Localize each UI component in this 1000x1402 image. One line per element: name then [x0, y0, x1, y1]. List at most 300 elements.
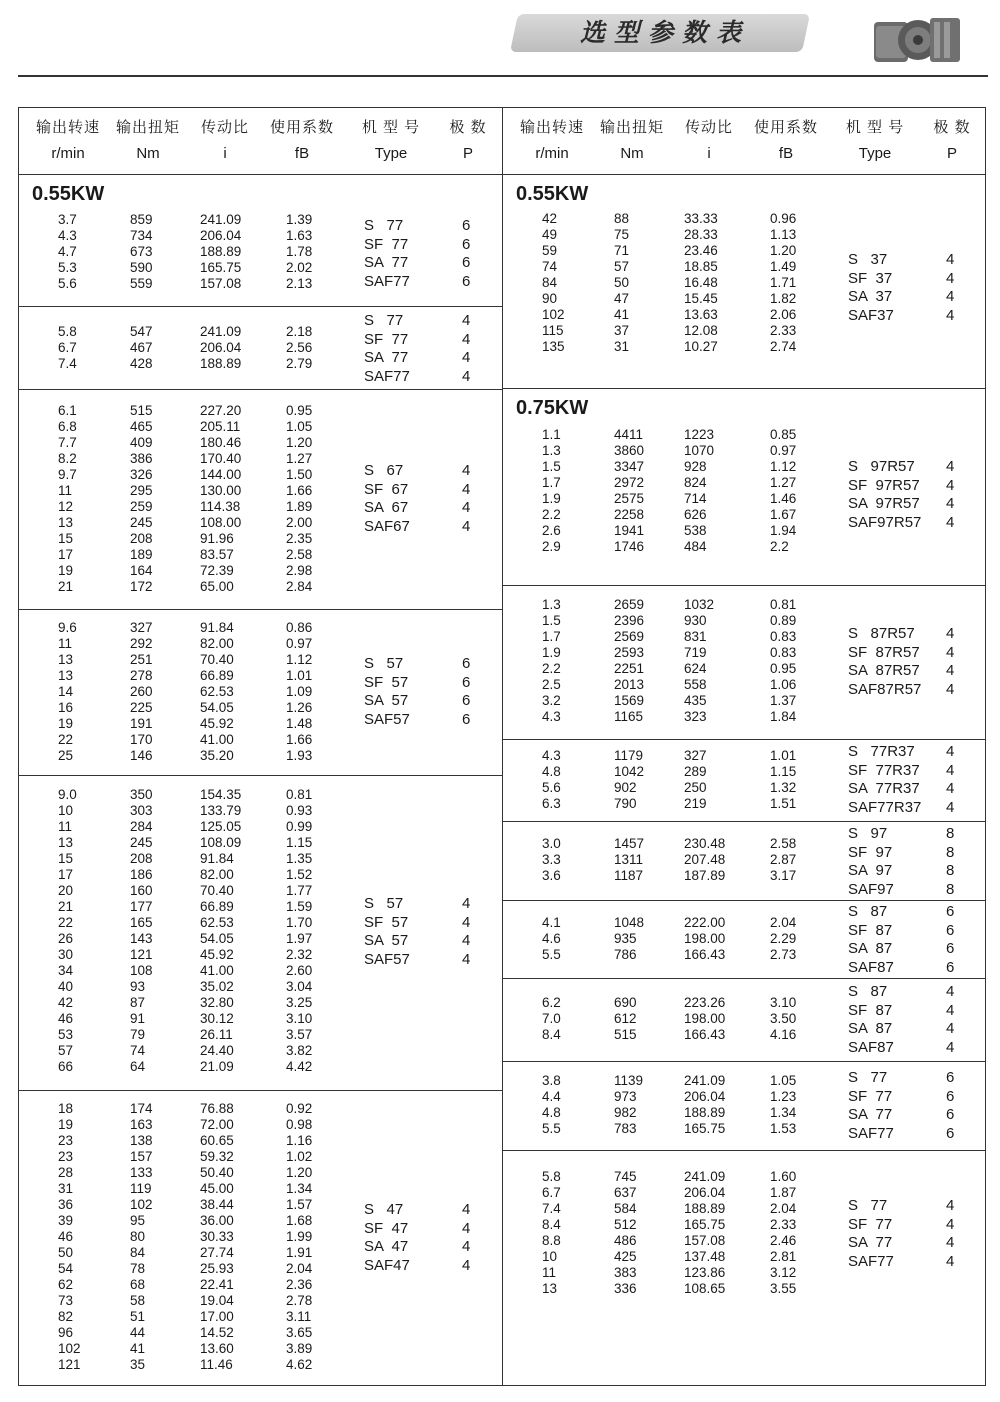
col-ratio-header: 传动比 i: [200, 119, 249, 162]
factor-cell: 1.89: [286, 499, 313, 514]
poles-cell: 4: [946, 798, 955, 816]
speed-cell: 42: [58, 995, 74, 1010]
table-row: [18, 1117, 348, 1133]
speed-cell: 21: [58, 579, 74, 594]
torque-cell: 734: [130, 228, 153, 243]
speed-cell: 34: [58, 963, 74, 978]
torque-cell: 163: [130, 1117, 153, 1132]
poles-cell: 6: [946, 1069, 955, 1086]
factor-cell: 2.84: [286, 579, 313, 594]
speed-cell: 19: [58, 716, 74, 731]
col-speed-header: 输出转速 r/min: [35, 119, 100, 162]
speed-cell: 3.2: [542, 693, 561, 708]
factor-cell: 3.10: [770, 995, 797, 1010]
type-row: [18, 895, 498, 914]
torque-cell: 44: [130, 1325, 146, 1340]
col-speed-header: 输出转速 r/min: [519, 119, 584, 162]
ratio-cell: 54.05: [200, 700, 234, 715]
ratio-cell: 187.89: [684, 868, 726, 883]
ratio-cell: 14.52: [200, 1325, 234, 1340]
speed-cell: 8.2: [58, 451, 77, 466]
torque-cell: 278: [130, 668, 153, 683]
table-row: [18, 732, 348, 748]
factor-cell: 1.39: [286, 212, 313, 227]
torque-cell: 1457: [614, 836, 645, 851]
torque-cell: 41: [130, 1341, 146, 1356]
type-row: [18, 692, 498, 711]
poles-cell: 4: [946, 288, 955, 305]
ratio-cell: 54.05: [200, 931, 234, 946]
type-row: [502, 458, 982, 477]
factor-cell: 2.33: [770, 1217, 797, 1232]
type-block: [502, 983, 982, 1057]
speed-cell: 53: [58, 1027, 74, 1042]
torque-cell: 170: [130, 732, 153, 747]
factor-cell: 1.87: [770, 1185, 797, 1200]
speed-cell: 13: [58, 668, 74, 683]
speed-cell: 42: [542, 211, 558, 226]
type-row: [502, 625, 982, 644]
type-cell: SF 57: [364, 913, 409, 931]
ratio-cell: 17.00: [200, 1309, 234, 1324]
poles-cell: 6: [462, 217, 471, 234]
torque-cell: 584: [614, 1201, 637, 1216]
speed-cell: 4.3: [58, 228, 77, 243]
torque-cell: 425: [614, 1249, 637, 1264]
speed-cell: 9.0: [58, 787, 77, 802]
factor-cell: 1.32: [770, 780, 797, 795]
type-cell: SA 47: [364, 1238, 409, 1255]
speed-cell: 1.9: [542, 491, 561, 506]
factor-cell: 2.60: [286, 963, 313, 978]
torque-cell: 58: [130, 1293, 146, 1308]
factor-cell: 3.57: [286, 1027, 313, 1042]
ratio-cell: 19.04: [200, 1293, 234, 1308]
speed-cell: 6.2: [542, 995, 561, 1010]
ratio-cell: 188.89: [200, 244, 242, 259]
group-divider: [18, 1090, 502, 1091]
ratio-cell: 205.11: [200, 419, 241, 434]
table-row: [502, 539, 832, 555]
speed-cell: 19: [58, 563, 74, 578]
factor-cell: 2.00: [286, 515, 313, 530]
poles-cell: 6: [462, 673, 471, 691]
torque-cell: 383: [614, 1265, 637, 1280]
factor-cell: 0.85: [770, 427, 797, 442]
ratio-cell: 1032: [684, 597, 715, 612]
torque-cell: 50: [614, 275, 630, 290]
ratio-cell: 21.09: [200, 1059, 234, 1074]
table-row: [18, 1341, 348, 1357]
type-row: [502, 662, 982, 681]
speed-cell: 26: [58, 931, 74, 946]
factor-cell: 1.35: [286, 851, 313, 866]
ratio-cell: 82.00: [200, 636, 234, 651]
table-row: [18, 1293, 348, 1309]
speed-cell: 74: [542, 259, 558, 274]
speed-cell: 4.3: [542, 709, 561, 724]
speed-cell: 10: [542, 1249, 558, 1264]
ratio-cell: 36.00: [200, 1213, 234, 1228]
table-row: [18, 419, 348, 435]
torque-cell: 590: [130, 260, 153, 275]
poles-cell: 4: [462, 932, 471, 949]
factor-cell: 3.65: [286, 1325, 313, 1340]
torque-cell: 790: [614, 796, 637, 811]
type-row: [502, 780, 982, 799]
speed-cell: 4.8: [542, 1105, 561, 1120]
factor-cell: 3.50: [770, 1011, 797, 1026]
type-cell: S 77R37: [848, 743, 915, 760]
speed-cell: 4.7: [58, 244, 77, 259]
poles-cell: 8: [946, 843, 955, 861]
factor-cell: 3.89: [286, 1341, 313, 1356]
torque-cell: 1569: [614, 693, 645, 708]
type-cell: SF 57: [364, 673, 409, 691]
speed-cell: 17: [58, 867, 74, 882]
factor-cell: 1.26: [286, 700, 313, 715]
factor-cell: 1.57: [286, 1197, 313, 1212]
table-row: [18, 547, 348, 563]
speed-cell: 15: [58, 531, 74, 546]
type-row: [502, 762, 982, 781]
type-row: [502, 844, 982, 863]
group-divider: [502, 900, 986, 901]
poles-cell: 6: [946, 921, 955, 939]
poles-cell: 4: [462, 462, 471, 479]
ratio-cell: 241.09: [200, 324, 242, 339]
factor-cell: 2.36: [286, 1277, 313, 1292]
torque-cell: 902: [614, 780, 637, 795]
speed-cell: 25: [58, 748, 74, 763]
factor-cell: 1.82: [770, 291, 797, 306]
ratio-cell: 83.57: [200, 547, 234, 562]
ratio-cell: 165.75: [200, 260, 242, 275]
table-row: [18, 835, 348, 851]
ratio-cell: 824: [684, 475, 707, 490]
type-row: [502, 1039, 982, 1058]
type-row: [502, 514, 982, 533]
torque-cell: 295: [130, 483, 153, 498]
poles-cell: 6: [946, 903, 955, 920]
speed-cell: 57: [58, 1043, 74, 1058]
speed-cell: 59: [542, 243, 558, 258]
torque-cell: 146: [130, 748, 153, 763]
speed-cell: 5.5: [542, 1121, 561, 1136]
table-row: [18, 851, 348, 867]
ratio-cell: 13.63: [684, 307, 718, 322]
factor-cell: 1.34: [770, 1105, 797, 1120]
type-cell: SAF87: [848, 958, 894, 976]
type-cell: SF 37: [848, 269, 893, 287]
factor-cell: 1.20: [286, 1165, 313, 1180]
ratio-cell: 1070: [684, 443, 715, 458]
factor-cell: 1.94: [770, 523, 797, 538]
table-row: [502, 339, 832, 355]
speed-cell: 3.7: [58, 212, 77, 227]
table-row: [18, 563, 348, 579]
type-row: [18, 1257, 498, 1276]
torque-cell: 512: [614, 1217, 637, 1232]
poles-cell: 6: [946, 1106, 955, 1123]
speed-cell: 5.5: [542, 947, 561, 962]
torque-cell: 2251: [614, 661, 645, 676]
page-title: 选型参数表: [579, 19, 750, 47]
speed-cell: 9.7: [58, 467, 77, 482]
speed-cell: 8.4: [542, 1217, 561, 1232]
poles-cell: 4: [946, 761, 955, 779]
speed-cell: 2.5: [542, 677, 561, 692]
type-row: [502, 1069, 982, 1088]
table-row: [18, 1133, 348, 1149]
type-cell: SAF97: [848, 880, 894, 898]
poles-cell: 4: [946, 1252, 955, 1270]
ratio-cell: 24.40: [200, 1043, 234, 1058]
type-row: [502, 307, 982, 326]
ratio-cell: 626: [684, 507, 707, 522]
table-row: [18, 435, 348, 451]
type-cell: S 37: [848, 251, 888, 268]
torque-cell: 119: [130, 1181, 152, 1196]
type-block: [18, 655, 498, 729]
speed-cell: 18: [58, 1101, 74, 1116]
ratio-cell: 133.79: [200, 803, 242, 818]
table-row: [18, 748, 348, 764]
speed-cell: 20: [58, 883, 74, 898]
torque-cell: 47: [614, 291, 630, 306]
type-row: [502, 1106, 982, 1125]
ratio-cell: 41.00: [200, 732, 234, 747]
factor-cell: 1.20: [770, 243, 797, 258]
torque-cell: 57: [614, 259, 630, 274]
factor-cell: 3.10: [286, 1011, 313, 1026]
type-row: [502, 881, 982, 900]
type-row: [18, 349, 498, 368]
speed-cell: 4.4: [542, 1089, 561, 1104]
torque-cell: 74: [130, 1043, 146, 1058]
torque-cell: 37: [614, 323, 630, 338]
factor-cell: 1.84: [770, 709, 797, 724]
table-row: [18, 1325, 348, 1341]
group-divider: [18, 775, 502, 776]
factor-cell: 1.09: [286, 684, 313, 699]
type-row: [18, 312, 498, 331]
ratio-cell: 28.33: [684, 227, 718, 242]
ratio-cell: 157.08: [684, 1233, 726, 1248]
torque-cell: 1746: [614, 539, 645, 554]
speed-cell: 30: [58, 947, 74, 962]
ratio-cell: 18.85: [684, 259, 718, 274]
group-divider: [502, 821, 986, 822]
ratio-cell: 327: [684, 748, 707, 763]
ratio-cell: 72.39: [200, 563, 234, 578]
factor-cell: 1.53: [770, 1121, 797, 1136]
factor-cell: 2.87: [770, 852, 797, 867]
factor-cell: 0.95: [286, 403, 313, 418]
speed-cell: 6.7: [542, 1185, 561, 1200]
table-row: [18, 1165, 348, 1181]
factor-cell: 2.33: [770, 323, 797, 338]
torque-cell: 51: [130, 1309, 146, 1324]
ratio-cell: 45.92: [200, 716, 234, 731]
ratio-cell: 624: [684, 661, 707, 676]
factor-cell: 2.46: [770, 1233, 797, 1248]
ratio-cell: 70.40: [200, 652, 234, 667]
torque-cell: 409: [130, 435, 153, 450]
torque-cell: 3347: [614, 459, 645, 474]
type-row: [502, 799, 982, 818]
factor-cell: 2.56: [286, 340, 313, 355]
type-cell: SA 87R57: [848, 662, 920, 679]
speed-cell: 2.9: [542, 539, 561, 554]
type-cell: SAF97R57: [848, 513, 922, 531]
poles-cell: 4: [462, 499, 471, 516]
type-row: [502, 288, 982, 307]
type-cell: SA 97: [848, 862, 893, 879]
poles-cell: 4: [462, 1256, 471, 1274]
speed-cell: 82: [58, 1309, 74, 1324]
table-row: [502, 323, 832, 339]
header-bottom-rule: [18, 174, 986, 175]
ratio-cell: 91.84: [200, 851, 234, 866]
type-cell: SAF77: [364, 367, 410, 385]
speed-cell: 1.9: [542, 645, 561, 660]
type-row: [502, 983, 982, 1002]
factor-cell: 3.12: [770, 1265, 797, 1280]
type-cell: SF 77: [364, 330, 409, 348]
factor-cell: 1.99: [286, 1229, 313, 1244]
torque-cell: 2972: [614, 475, 645, 490]
col-poles-header: 极 数 P: [449, 119, 487, 162]
factor-cell: 3.11: [286, 1309, 312, 1324]
type-row: [502, 903, 982, 922]
type-cell: SA 97R57: [848, 495, 920, 512]
type-row: [18, 951, 498, 970]
type-cell: SAF77R37: [848, 798, 922, 816]
torque-cell: 673: [130, 244, 153, 259]
factor-cell: 1.46: [770, 491, 797, 506]
torque-cell: 303: [130, 803, 153, 818]
speed-cell: 17: [58, 547, 74, 562]
speed-cell: 31: [58, 1181, 74, 1196]
table-row: [502, 1281, 832, 1297]
speed-cell: 11: [542, 1265, 557, 1280]
col-torque-header: 输出扭矩 Nm: [599, 119, 664, 162]
speed-cell: 115: [542, 323, 564, 338]
ratio-cell: 1223: [684, 427, 715, 442]
ratio-cell: 180.46: [200, 435, 242, 450]
type-block: [18, 462, 498, 536]
type-row: [18, 1238, 498, 1257]
speed-cell: 13: [58, 652, 74, 667]
speed-cell: 1.7: [542, 475, 561, 490]
speed-cell: 15: [58, 851, 74, 866]
speed-cell: 5.6: [542, 780, 561, 795]
factor-cell: 3.82: [286, 1043, 313, 1058]
type-block: [18, 217, 498, 291]
table-row: [18, 1309, 348, 1325]
factor-cell: 2.98: [286, 563, 313, 578]
factor-cell: 0.92: [286, 1101, 313, 1116]
type-block: [18, 895, 498, 969]
ratio-cell: 130.00: [200, 483, 242, 498]
group-divider: [502, 739, 986, 740]
speed-cell: 39: [58, 1213, 74, 1228]
type-row: [502, 743, 982, 762]
type-row: [502, 1234, 982, 1253]
factor-cell: 0.96: [770, 211, 797, 226]
factor-cell: 1.06: [770, 677, 797, 692]
factor-cell: 0.97: [770, 443, 797, 458]
group-divider: [502, 1061, 986, 1062]
speed-cell: 96: [58, 1325, 74, 1340]
ratio-cell: 166.43: [684, 947, 726, 962]
type-row: [502, 1253, 982, 1272]
type-cell: S 97R57: [848, 458, 915, 475]
poles-cell: 4: [462, 349, 471, 366]
type-cell: S 77: [848, 1197, 888, 1214]
factor-cell: 1.48: [286, 716, 313, 731]
poles-cell: 4: [462, 1219, 471, 1237]
type-row: [18, 1220, 498, 1239]
ratio-cell: 125.05: [200, 819, 242, 834]
col-torque-header: 输出扭矩 Nm: [115, 119, 180, 162]
type-cell: SAF47: [364, 1256, 410, 1274]
table-row: [18, 1043, 348, 1059]
torque-cell: 71: [614, 243, 630, 258]
factor-cell: 1.01: [286, 668, 313, 683]
poles-cell: 8: [946, 825, 955, 842]
factor-cell: 1.51: [770, 796, 797, 811]
ratio-cell: 250: [684, 780, 707, 795]
type-block: [502, 903, 982, 977]
ratio-cell: 166.43: [684, 1027, 726, 1042]
factor-cell: 1.97: [286, 931, 313, 946]
torque-cell: 292: [130, 636, 153, 651]
speed-cell: 13: [58, 515, 74, 530]
type-row: [18, 481, 498, 500]
torque-cell: 1311: [614, 852, 644, 867]
factor-cell: 1.63: [286, 228, 313, 243]
speed-cell: 46: [58, 1011, 74, 1026]
group-divider: [18, 306, 502, 307]
ratio-cell: 137.48: [684, 1249, 726, 1264]
poles-cell: 4: [946, 1038, 955, 1056]
factor-cell: 0.83: [770, 645, 797, 660]
type-row: [502, 1020, 982, 1039]
torque-cell: 2659: [614, 597, 645, 612]
poles-cell: 4: [946, 513, 955, 531]
factor-cell: 2.04: [770, 1201, 797, 1216]
torque-cell: 208: [130, 851, 153, 866]
factor-cell: 1.27: [286, 451, 313, 466]
type-cell: SA 87: [848, 940, 893, 957]
factor-cell: 1.67: [770, 507, 797, 522]
ratio-cell: 30.12: [200, 1011, 234, 1026]
type-cell: SA 87: [848, 1020, 893, 1037]
torque-cell: 88: [614, 211, 630, 226]
ratio-cell: 241.09: [200, 212, 242, 227]
torque-cell: 245: [130, 515, 153, 530]
poles-cell: 6: [462, 272, 471, 290]
power-section-title: 0.75KW: [516, 397, 589, 419]
torque-cell: 982: [614, 1105, 637, 1120]
factor-cell: 1.16: [286, 1133, 313, 1148]
type-cell: SF 87: [848, 921, 893, 939]
table-row: [18, 819, 348, 835]
torque-cell: 138: [130, 1133, 153, 1148]
torque-cell: 2258: [614, 507, 645, 522]
